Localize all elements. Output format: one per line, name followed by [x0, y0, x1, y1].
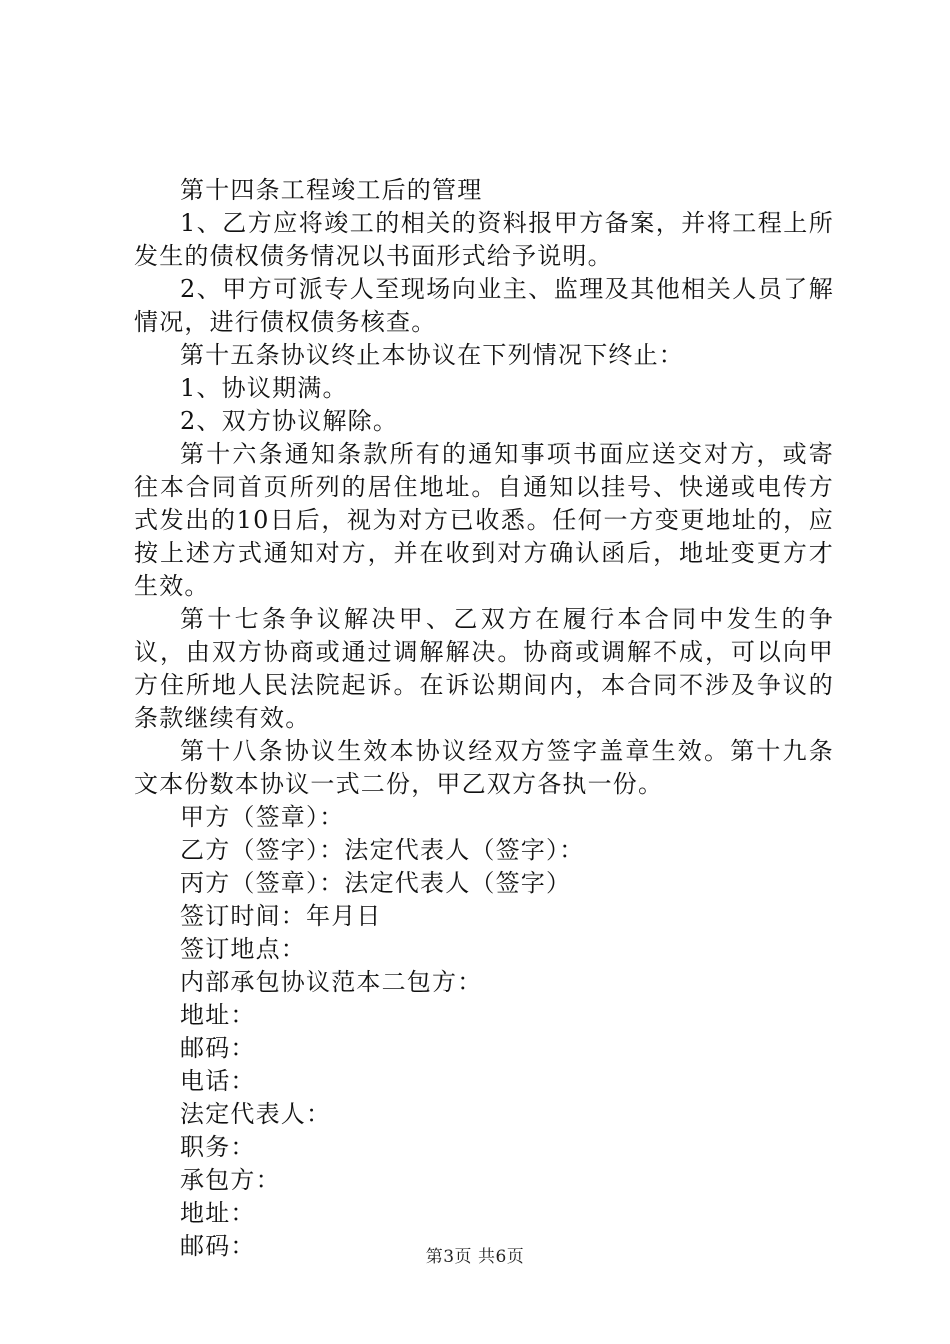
- signature-party-a: 甲方（签章）：: [180, 803, 345, 831]
- signing-date: 签订时间：年月日: [180, 902, 382, 930]
- contractor-address-field: 地址：: [180, 1199, 256, 1227]
- clause-14-item-1: 1、乙方应将竣工的相关的资料报甲方备案，并将工程上所发生的债权债务情况以书面形式给予说明。: [134, 209, 834, 270]
- clause-14-heading: 第十四条工程竣工后的管理: [180, 176, 483, 204]
- signature-party-b: 乙方（签字）：法定代表人（签字）：: [180, 836, 585, 864]
- contractor-field: 承包方：: [180, 1166, 281, 1194]
- template-2-heading: 内部承包协议范本二包方：: [180, 968, 483, 996]
- clause-18-paragraph: 第十八条协议生效本协议经双方签字盖章生效。第十九条文本份数本协议一式二份，甲乙双方各执一份。: [134, 737, 834, 798]
- issuer-legal-rep-field: 法定代表人：: [180, 1100, 332, 1128]
- issuer-postcode-field: 邮码：: [180, 1034, 256, 1062]
- issuer-position-field: 职务：: [180, 1133, 256, 1161]
- contractor-postcode-field: 邮码：: [180, 1232, 256, 1260]
- clause-16-paragraph: 第十六条通知条款所有的通知事项书面应送交对方，或寄往本合同首页所列的居住地址。自通知以挂号、快递或电传方式发出的10日后，视为对方已收悉。任何一方变更地址的，应按上述方式通知对方，并在收到对方确认函后，地址变更方才生效。: [134, 440, 834, 600]
- issuer-phone-field: 电话：: [180, 1067, 256, 1095]
- document-body: [134, 174, 834, 1263]
- issuer-address-field: 地址：: [180, 1001, 256, 1029]
- clause-17-paragraph: 第十七条争议解决甲、乙双方在履行本合同中发生的争议，由双方协商或通过调解解决。协商或调解不成，可以向甲方住所地人民法院起诉。在诉讼期间内，本合同不涉及争议的条款继续有效。: [134, 605, 834, 732]
- signature-party-c: 丙方（签章）：法定代表人（签字）: [180, 869, 572, 897]
- clause-15-item-1: 1、协议期满。: [180, 374, 348, 402]
- clause-15-item-2: 2、双方协议解除。: [180, 407, 399, 435]
- signing-place: 签订地点：: [180, 935, 306, 963]
- clause-15-heading: 第十五条协议终止本协议在下列情况下终止：: [180, 341, 684, 369]
- clause-14-item-2: 2、甲方可派专人至现场向业主、监理及其他相关人员了解情况，进行债权债务核查。: [134, 275, 834, 336]
- page-number-footer: 第3页 共6页: [425, 1247, 525, 1267]
